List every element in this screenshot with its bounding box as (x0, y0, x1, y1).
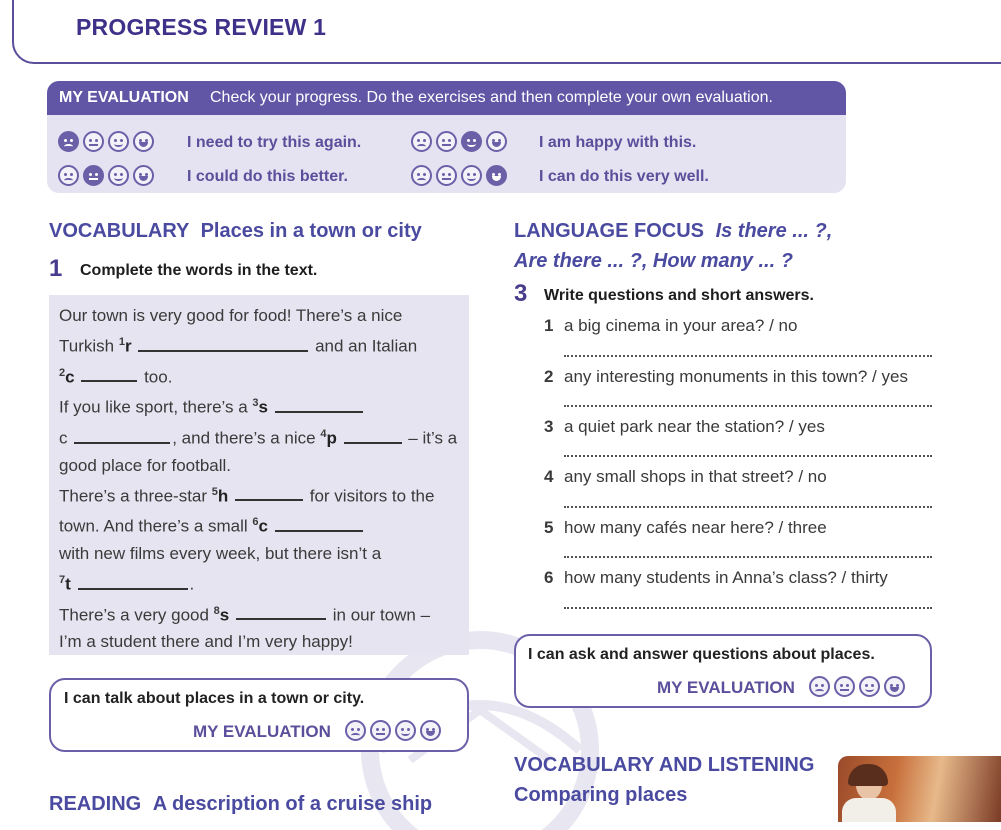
legend-faces (411, 131, 507, 152)
answer-gap[interactable] (235, 485, 303, 501)
answer-line[interactable] (564, 556, 932, 558)
legend-faces (58, 165, 154, 186)
legend-text: I can do this very well. (539, 168, 709, 185)
text-line: I’m a student there and I’m very happy! (59, 632, 353, 652)
vocabulary-heading (49, 220, 422, 243)
answer-gap[interactable] (236, 604, 326, 620)
text-line: c , and there’s a nice $^4$p – it’s a (59, 427, 458, 448)
evaluation-faces[interactable] (809, 676, 905, 697)
question-item: 6 how many students in Anna’s class? / thirty (544, 568, 888, 587)
question-item: 1 a big cinema in your area? / no (544, 316, 798, 335)
text-line: Turkish $^1$r and an Italian (59, 336, 418, 356)
answer-gap[interactable] (344, 428, 402, 444)
cando-statement: I can talk about places in a town or city. (64, 690, 365, 707)
text-line: with new films every week, but there isn’t a (59, 543, 382, 563)
cando-eval-label: MY EVALUATION (657, 678, 795, 697)
answer-line[interactable] (564, 405, 932, 407)
sad-face-icon (58, 165, 79, 186)
people-photo (838, 756, 1001, 822)
legend-faces (58, 131, 154, 152)
sad-face-icon (411, 131, 432, 152)
big-smile-face-icon (133, 131, 154, 152)
big-smile-face-icon[interactable] (884, 676, 905, 697)
big-smile-face-icon[interactable] (420, 720, 441, 741)
language-focus-subtitle: Is there ... ?, (715, 220, 833, 242)
reading-title: READING (49, 793, 142, 815)
neutral-face-icon (83, 131, 104, 152)
language-focus-title: LANGUAGE FOCUS (514, 220, 704, 242)
exercise-number: 1 (49, 255, 63, 282)
exercise-instruction: Write questions and short answers. (544, 287, 814, 304)
big-smile-face-icon (133, 165, 154, 186)
exercise-instruction: Complete the words in the text. (80, 262, 318, 279)
sad-face-icon[interactable] (809, 676, 830, 697)
legend-text: I need to try this again. (187, 134, 362, 151)
vocabulary-title: VOCABULARY (49, 220, 190, 242)
question-item: 5 how many cafés near here? / three (544, 518, 827, 537)
exercise-number: 3 (514, 280, 528, 307)
answer-line[interactable] (564, 506, 932, 508)
smile-face-icon[interactable] (395, 720, 416, 741)
evaluation-instruction: Check your progress. Do the exercises and then complete your own evaluation. (210, 89, 773, 106)
text-line: $^7$t . (59, 573, 195, 594)
legend-text: I am happy with this. (539, 134, 697, 151)
text-line: There’s a very good $^8$s in our town – (59, 604, 431, 625)
evaluation-faces[interactable] (345, 720, 441, 741)
language-focus-heading (514, 216, 832, 276)
sad-face-icon[interactable] (345, 720, 366, 741)
neutral-face-icon (436, 165, 457, 186)
cando-statement: I can ask and answer questions about places. (528, 646, 875, 663)
question-item: 3 a quiet park near the station? / yes (544, 417, 825, 436)
answer-gap[interactable] (81, 366, 137, 382)
smile-face-icon[interactable] (859, 676, 880, 697)
vocabulary-subtitle: Places in a town or city (200, 220, 422, 242)
answer-gap[interactable] (275, 516, 363, 532)
reading-heading (49, 793, 432, 816)
answer-gap[interactable] (275, 397, 363, 413)
neutral-face-icon[interactable] (370, 720, 391, 741)
language-focus-subtitle: Are there ... ?, How many ... ? (514, 250, 793, 272)
reading-subtitle: A description of a cruise ship (152, 793, 433, 815)
vocabulary-text (59, 302, 461, 655)
question-item: 4 any small shops in that street? / no (544, 467, 827, 486)
evaluation-title: MY EVALUATION (59, 89, 189, 106)
sad-face-icon (411, 165, 432, 186)
text-line: There’s a three-star $^5$h for visitors to the (59, 485, 435, 506)
smile-face-icon (108, 165, 129, 186)
text-line: good place for football. (59, 455, 232, 475)
page-title: PROGRESS REVIEW 1 (76, 14, 327, 40)
answer-line[interactable] (564, 607, 932, 609)
big-smile-face-icon (486, 165, 507, 186)
vocab-listening-subtitle: Comparing places (514, 784, 688, 806)
text-line: $^2$c too. (59, 366, 173, 387)
smile-face-icon (108, 131, 129, 152)
sad-face-icon (58, 131, 79, 152)
answer-gap[interactable] (138, 336, 308, 352)
answer-gap[interactable] (74, 428, 170, 444)
text-line: Our town is very good for food! There’s a nice (59, 306, 403, 325)
smile-face-icon (461, 131, 482, 152)
question-item: 2 any interesting monuments in this town? / yes (544, 367, 908, 386)
legend-text: I could do this better. (187, 168, 348, 185)
text-line: If you like sport, there’s a $^3$s (59, 390, 461, 421)
legend-faces (411, 165, 507, 186)
neutral-face-icon (83, 165, 104, 186)
neutral-face-icon (436, 131, 457, 152)
big-smile-face-icon (486, 131, 507, 152)
vocab-listening-heading (514, 750, 814, 810)
answer-line[interactable] (564, 455, 932, 457)
cando-eval-label: MY EVALUATION (193, 722, 331, 741)
smile-face-icon (461, 165, 482, 186)
answer-line[interactable] (564, 355, 932, 357)
neutral-face-icon[interactable] (834, 676, 855, 697)
text-line: town. And there’s a small $^6$c (59, 509, 461, 540)
answer-gap[interactable] (78, 574, 188, 590)
vocab-listening-title: VOCABULARY AND LISTENING (514, 754, 815, 776)
